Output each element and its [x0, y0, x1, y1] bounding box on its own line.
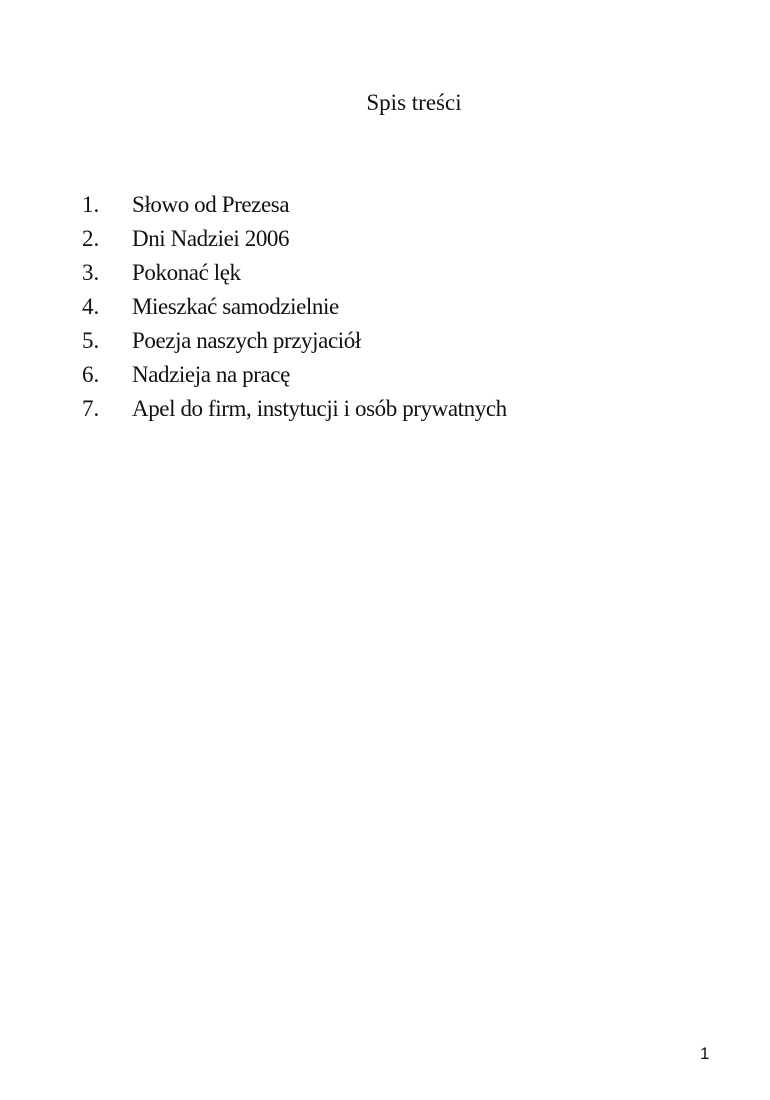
toc-item-number: 6. [82, 362, 100, 387]
toc-item [82, 190, 507, 224]
toc-item-text: Nadzieja na pracę [132, 362, 290, 387]
toc-item-text: Pokonać lęk [132, 260, 241, 285]
page-number: 1 [700, 1044, 710, 1063]
toc-item [82, 326, 507, 360]
toc-item-number: 7. [82, 396, 100, 421]
table-of-contents [82, 190, 507, 428]
toc-item-text: Poezja naszych przyjaciół [132, 328, 361, 353]
toc-item-number: 2. [82, 226, 100, 251]
toc-item [82, 394, 507, 428]
toc-item [82, 258, 507, 292]
toc-item-text: Dni Nadziei 2006 [132, 226, 290, 251]
toc-item-text: Apel do firm, instytucji i osób prywatnych [132, 396, 507, 421]
toc-item-text: Słowo od Prezesa [132, 192, 290, 217]
toc-item-number: 5. [82, 328, 100, 353]
toc-item-text: Mieszkać samodzielnie [132, 294, 339, 319]
toc-item [82, 360, 507, 394]
toc-item-number: 4. [82, 294, 100, 319]
toc-item [82, 292, 507, 326]
toc-item-number: 3. [82, 260, 100, 285]
toc-item-number: 1. [82, 192, 100, 217]
page-title: Spis treści [366, 90, 462, 115]
toc-item [82, 224, 507, 258]
